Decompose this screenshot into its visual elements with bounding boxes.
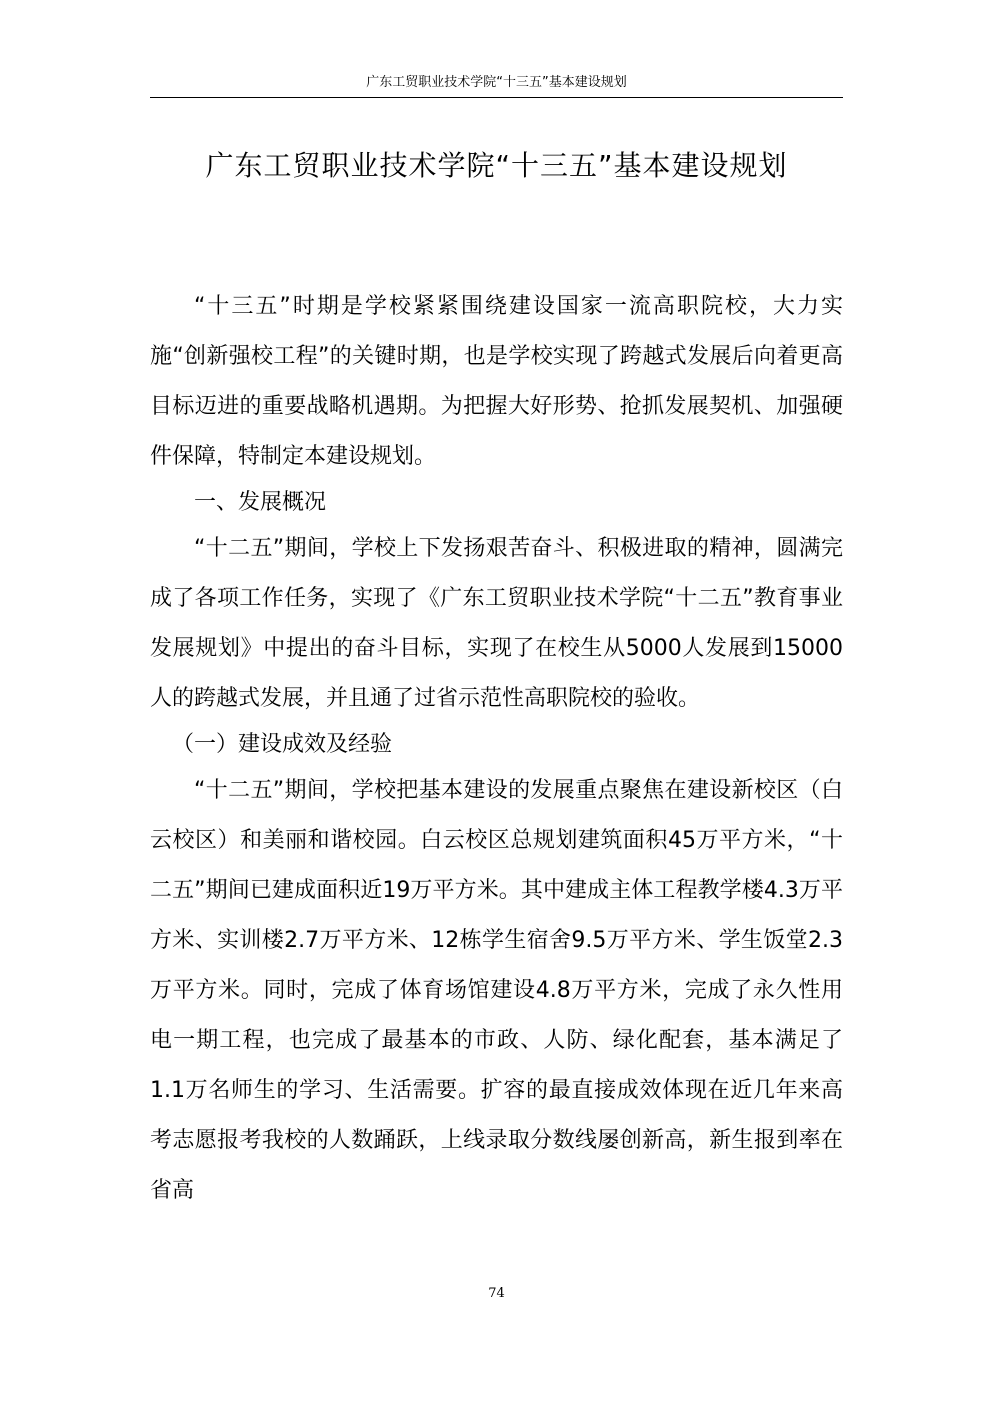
- subsection-heading: （一）建设成效及经验: [172, 732, 393, 757]
- intro-paragraph: “十三五”时期是学校紧紧围绕建设国家一流高职院校，大力实施“创新强校工程”的关键时期，也是学校实现了跨越式发展后向着更高目标迈进的重要战略机遇期。为把握大好形势、抢抓发展契机、加强硬件保障，特制定本建设规划。: [150, 294, 843, 469]
- section-heading: 一、发展概况: [194, 490, 327, 515]
- document-title: 广东工贸职业技术学院“十三五”基本建设规划: [205, 149, 788, 182]
- section-paragraph: “十二五”期间，学校上下发扬艰苦奋斗、积极进取的精神，圆满完成了各项工作任务，实现了《广东工贸职业技术学院“十二五”教育事业发展规划》中提出的奋斗目标，实现了在校生从5000人发展到15000人的跨越式发展，并且通了过省示范性高职院校的验收。: [150, 536, 843, 711]
- running-header: 广东工贸职业技术学院“十三五”基本建设规划: [366, 75, 627, 90]
- subsection-paragraph: “十二五”期间，学校把基本建设的发展重点聚焦在建设新校区（白云校区）和美丽和谐校园。白云校区总规划建筑面积45万平方米，“十二五”期间已建成面积近19万平方米。其中建成主体工程教学楼4.3万平方米、实训楼2.7万平方米、12栋学生宿舍9.5万平方米、学生饭堂2.3万平方米。同时，完成了体育场馆建设4.8万平方米，完成了永久性用电一期工程，也完成了最基本的市政、人防、绿化配套，基本满足了1.1万名师生的学习、生活需要。扩容的最直接成效体现在近几年来高考志愿报考我校的人数踊跃，上线录取分数线屡创新高，新生报到率在省高: [150, 778, 843, 1203]
- page-number: 74: [488, 1286, 505, 1301]
- document-body: [150, 282, 843, 1216]
- header-rule: [150, 97, 843, 98]
